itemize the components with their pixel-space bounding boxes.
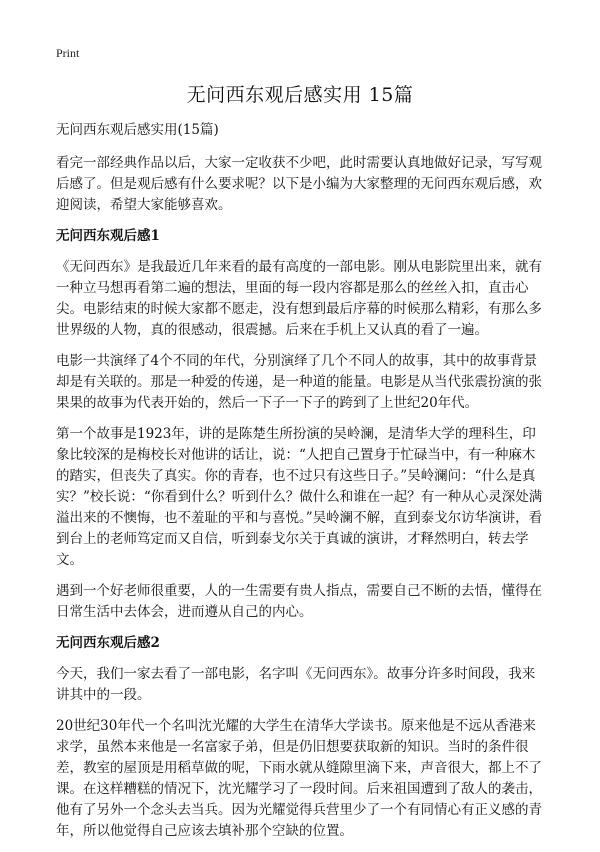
paragraph: 《无问西东》是我最近几年来看的最有高度的一部电影。刚从电影院里出来，就有一种立马想再看第二遍的想法，里面的每一段内容都是那么的丝丝入扣，直击心尖。电影结束的时候大家都不愿走，没有想到最后序幕的时候那么精彩，有那么多世界级的人物，真的很感动，很震撼。后来在手机上又认真的看了一遍。 xyxy=(56,259,542,338)
print-link[interactable]: Print xyxy=(56,46,80,60)
paragraph: 20世纪30年代一个名叫沈光耀的大学生在清华大学读书。原来他是不远从香港来求学，虽然本来他是一名富家子弟，但是仍旧想要获取新的知识。当时的条件很差，教室的屋顶是用稻草做的呢，下雨水就从缝隙里滴下来，声音很大，都上不了课。在这样糟糕的情况下，沈光耀学习了一段时间。后来祖国遭到了敌人的袭击，他有了另外一个念头去当兵。因为光耀觉得兵营里少了一个有同情心有正义感的青年，所以他觉得自己应该去填补那个空缺的位置。 xyxy=(56,718,542,839)
intro-paragraph: 看完一部经典作品以后，大家一定收获不少吧，此时需要认真地做好记录，写写观后感了。但是观后感有什么要求呢？以下是小编为大家整理的无问西东观后感，欢迎阅读，希望大家能够喜欢。 xyxy=(56,155,542,213)
paragraph: 遇到一个好老师很重要，人的一生需要有贵人指点，需要自己不断的去悟，懂得在日常生活中去体会，进而遵从自己的内心。 xyxy=(56,583,542,620)
section-heading: 无问西东观后感1 xyxy=(56,228,160,244)
section-heading: 无问西东观后感2 xyxy=(56,635,160,651)
paragraph: 第一个故事是1923年，讲的是陈楚生所扮演的吴岭澜，是清华大学的理科生，印象比较深的是梅校长对他讲的话让，说：“人把自己置身于忙碌当中，有一种麻木的踏实，但丧失了真实。你的青春，也不过只有这些日子。”吴岭澜问：“什么是真实？”校长说：“你看到什么？听到什么？做什么和谁在一起？有一种从心灵深处满溢出来的不懊悔，也不羞耻的平和与喜悦。”吴岭澜不解，直到泰戈尔访华演讲，看到台上的老师笃定而又自信，听到泰戈尔关于真诚的演讲，才释然明白，转去学文。 xyxy=(56,426,543,568)
paragraph: 今天，我们一家去看了一部电影，名字叫《无问西东》。故事分许多时间段，我来讲其中的一段。 xyxy=(56,666,536,703)
page-title: 无问西东观后感实用 15篇 xyxy=(186,84,414,106)
paragraph: 电影一共演绎了4个不同的年代，分别演绎了几个不同人的故事，其中的故事背景却是有关联的。那是一种爱的传递，是一种道的能量。电影是从当代张震扮演的张果果的故事为代表开始的，然后一下子一下子的跨到了上世纪20年代。 xyxy=(56,353,542,411)
document-body xyxy=(56,120,548,852)
document-subtitle: 无问西东观后感实用(15篇) xyxy=(56,122,219,138)
